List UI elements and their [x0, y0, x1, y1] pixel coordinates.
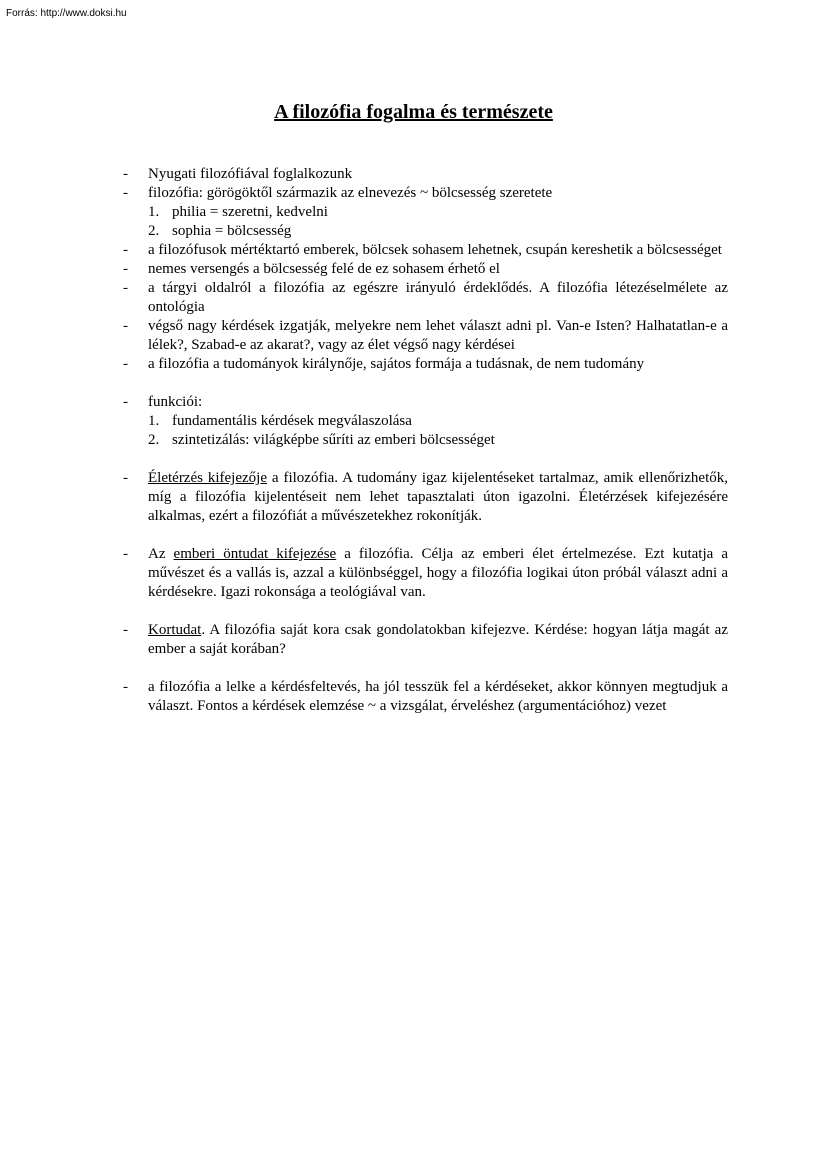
item-text: fundamentális kérdések megválaszolása	[172, 413, 412, 429]
bullet-dash: -	[123, 470, 128, 486]
list-item	[123, 469, 729, 526]
item-text: nemes versengés a bölcsesség felé de ez sohasem érhető el	[148, 261, 500, 277]
item-text: Nyugati filozófiával foglalkozunk	[148, 166, 353, 182]
item-text: . A filozófia saját kora csak gondolatokban kifejezve. Kérdése: hogyan látja magát az ember a saját korában?	[148, 622, 728, 657]
bullet-dash: -	[123, 280, 128, 296]
bullet-dash: -	[123, 318, 128, 334]
underlined-term: Életérzés kifejezője	[148, 470, 267, 486]
item-text: a tárgyi oldalról a filozófia az egészre irányuló érdeklődés. A filozófia létezéselmélete az ontológia	[148, 280, 728, 315]
item-number: 1.	[148, 204, 160, 220]
underlined-term: emberi öntudat kifejezése	[173, 546, 337, 562]
numbered-item	[148, 222, 728, 241]
list-item	[123, 184, 728, 203]
item-number: 2.	[148, 223, 160, 239]
item-text: sophia = bölcsesség	[172, 223, 292, 239]
bullet-dash: -	[123, 394, 128, 410]
item-text: a filozófia. Célja az emberi élet értelmezése. Ezt kutatja a művészet és a vallás is, azzal a különbséggel, hogy a filozófia logikai úton próbál választ adni a kérdésekre. Igazi rokonsága a teológiával van.	[148, 546, 728, 600]
list-item	[123, 165, 728, 184]
numbered-item	[148, 412, 728, 431]
item-text: szintetizálás: világképbe sűríti az emberi bölcsességet	[172, 432, 495, 448]
bullet-dash: -	[123, 185, 128, 201]
item-text: végső nagy kérdések izgatják, melyekre nem lehet választ adni pl. Van-e Isten? Halhatatlan-e a lélek?, Szabad-e az akarat?, vagy az élet végső nagy kérdései	[148, 318, 728, 353]
list-item	[123, 260, 728, 279]
item-text: philia = szeretni, kedvelni	[172, 204, 328, 220]
bullet-dash: -	[123, 242, 128, 258]
item-text-prefix: Az	[148, 546, 174, 562]
list-item	[123, 279, 728, 317]
bullet-dash: -	[123, 546, 128, 562]
list-item	[123, 678, 728, 716]
list-item	[123, 621, 728, 659]
list-item	[123, 317, 728, 355]
source-line: Forrás: http://www.doksi.hu	[6, 8, 127, 19]
bullet-dash: -	[123, 166, 128, 182]
bullet-dash: -	[123, 261, 128, 277]
item-text: a filozófia a tudományok királynője, sajátos formája a tudásnak, de nem tudomány	[148, 356, 645, 372]
underlined-term: Kortudat	[148, 622, 202, 638]
item-text: filozófia: görögöktől származik az elnevezés ~ bölcsesség szeretete	[148, 185, 553, 201]
numbered-item	[148, 431, 728, 450]
bullet-dash: -	[123, 679, 128, 695]
numbered-item	[148, 203, 728, 222]
list-item	[123, 241, 728, 260]
item-number: 1.	[148, 413, 160, 429]
document-body	[123, 165, 729, 716]
list-item	[123, 355, 728, 374]
list-item	[123, 545, 728, 602]
bullet-dash: -	[123, 622, 128, 638]
page-title: A filozófia fogalma és természete	[274, 101, 553, 123]
item-text: a filozófusok mértéktartó emberek, bölcsek sohasem lehetnek, csupán kereshetik a bölcsességet	[148, 242, 722, 258]
bullet-dash: -	[123, 356, 128, 372]
item-text: a filozófia a lelke a kérdésfeltevés, ha jól tesszük fel a kérdéseket, akkor könnyen megtudjuk a választ. Fontos a kérdések elemzése ~ a vizsgálat, érveléshez (argumentációhoz) vezet	[148, 679, 728, 714]
item-number: 2.	[148, 432, 160, 448]
item-text: a filozófia. A tudomány igaz kijelentéseket tartalmaz, amik ellenőrizhetők, míg a filozófia kijelentéseit nem lehet tapasztalati úton igazolni. Életérzések kifejezésére alkalmas, ezért a filozófiát a művészetekhez rokonítják.	[148, 470, 729, 524]
item-text: funkciói:	[148, 394, 203, 410]
list-item	[123, 393, 728, 412]
